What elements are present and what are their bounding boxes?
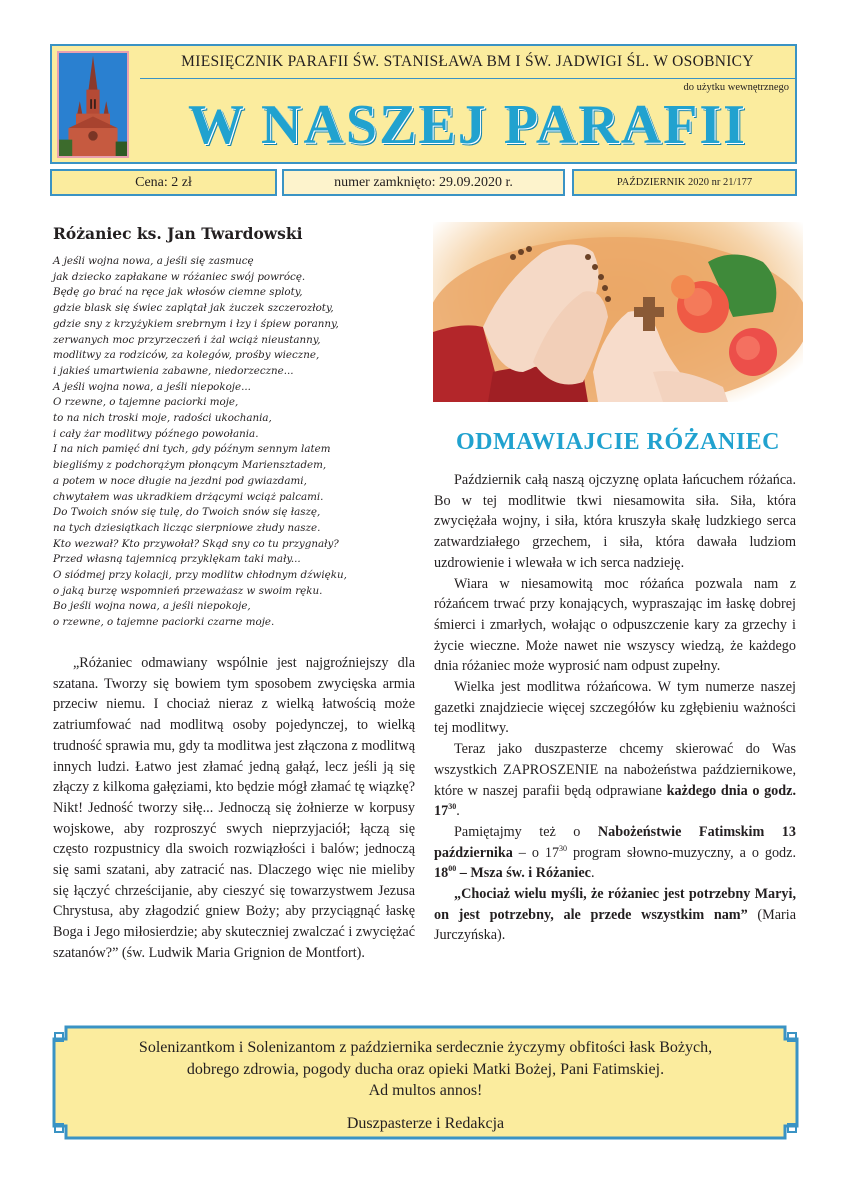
church-photo bbox=[57, 51, 129, 158]
poem-line: gdzie sny z krzyżykiem srebrnym i łzy i śpiew poranny, bbox=[53, 317, 339, 330]
p5-end: . bbox=[590, 865, 595, 882]
p4-text: Teraz jako duszpasterze chcemy skierować do Was wszystkich ZAPROSZENIE na nabożeństwa październikowe, które w naszej parafii będą odprawiane bbox=[434, 741, 796, 799]
article-paragraph-1: Październik całą naszą ojczyznę oplata łańcuchem różańca. Bo w tej modlitwie tkwi niesamowita siła. Siła, która zwyciężała wojny, i siła, która kruszyła skałę ludzkiego serca zatwardziałego grzechem, i siła, która dawała ludziom uzdrowienie i wlewała w ich serca nadzieję. bbox=[434, 472, 796, 571]
greeting-signature: Duszpasterze i Redakcja bbox=[346, 1115, 505, 1132]
article-paragraph-6 bbox=[434, 884, 796, 946]
poem-line: Będę go brać na ręce jak włosów ciemne sploty, bbox=[53, 286, 303, 299]
article-title: ODMAWIAJCIE RÓŻANIEC bbox=[455, 429, 781, 455]
poem-line: A jeśli wojna nowa, a jeśli niepokoje... bbox=[53, 380, 251, 393]
article-paragraph-4 bbox=[434, 739, 796, 822]
issue-label: PAŹDZIERNIK 2020 nr 21/177 bbox=[616, 177, 753, 188]
greeting-line-3: Ad multos annos! bbox=[368, 1082, 483, 1099]
poem-line: to na nich troski moje, radości ukochania, bbox=[53, 412, 272, 425]
poem-line: O rzewne, o tajemne paciorki moje, bbox=[53, 396, 239, 409]
poem-line: O siódmej przy kolacji, przy modlitw chłodnym dźwięku, bbox=[53, 569, 347, 582]
poem-line: biegliśmy z podchorążym płonącym Mariensztadem, bbox=[53, 459, 327, 472]
article-paragraph-5 bbox=[434, 822, 796, 884]
price-label: Cena: 2 zł bbox=[135, 174, 192, 190]
poem-line: modlitwy za rodziców, za kolegów, prośby wieczne, bbox=[53, 349, 320, 362]
greeting-message bbox=[52, 1037, 799, 1102]
p5-bold-mass: – Msza św. i Różaniec bbox=[456, 865, 591, 882]
poem-title: Różaniec ks. Jan Twardowski bbox=[53, 224, 303, 243]
p5-sup2: 00 bbox=[448, 864, 457, 874]
poem-line: o rzewne, o tajemne paciorki czarne moje. bbox=[53, 616, 275, 629]
p5-mid2: program słowno-muzyczny, a o godz. bbox=[567, 844, 796, 861]
poem-line: jak dziecko zapłakane w różaniec swój powrócę. bbox=[53, 270, 306, 283]
p5-bold-event: Nabożeństwie Fatimskim 13 października bbox=[434, 823, 796, 861]
poem-line: Przed własną tajemnicą przyklękam taki mały... bbox=[53, 553, 301, 566]
montfort-quote bbox=[53, 653, 415, 964]
article-paragraph-2: Wiara w niesamowitą moc różańca pozwala nam z różańcem trwać przy konających, wypraszając im łaskę dobrej śmierci i zmarłych, wołając o odpuszczenie kary za grzechy i życie wieczne. Może nawet nie wszyscy wiedzą, że każdego dnia różaniec może wyprosić nam odpust zupełny. bbox=[434, 575, 796, 675]
poem-line: o jaką burzę wspomnień przeważasz w swoim ręku. bbox=[53, 584, 323, 597]
closing-date-box bbox=[282, 169, 565, 196]
quote-paragraph: „Różaniec odmawiany wspólnie jest najgroźniejszy dla szatana. Tworzy się bowiem tym sposobem zwycięska armia przeciw niemu. I chociaż nieraz z wielką łatwością może zatriumfować nad modlitwą osoby pojedynczej, to wielką trudność sprawia mu, gdy ta modlitwa jest złączona z modlitwą innych ludzi. Łatwo jest złamać jedną gałąź, lecz jeśli ją się złączy z kilkoma gałęziami, kto będzie mógł złamać tę wiązkę? Nikt! Jedność tworzy siłę... Jednoczą się żołnierze w korpusy wojskowe, aby rozproszyć swych nieprzyjaciół; łączą się często rozpustnicy dla swoich rozwiązłości i balów; jednoczą się sami szatani, aby zatracić nas. Dlaczego więc nie mieliby się łączyć chrześcijanie, aby cieszyć się towarzystwem Jezusa Chrystusa, aby złagodzić gniew Boży; aby przyciągnąć łaskę Boga i Jego miłosierdzie; aby skuteczniej zwalczać i zwyciężać szatanów?” (św. Ludwik Maria Grignion de Montfort). bbox=[53, 655, 415, 961]
poem-line: na tych dziesiątkach licząc sierpniowe złudy nasze. bbox=[53, 521, 321, 534]
internal-use-note: do użytku wewnętrznego bbox=[683, 82, 789, 93]
p4-end: . bbox=[456, 803, 460, 820]
p6-bold-quote: „Chociaż wielu myśli, że różaniec jest potrzebny Maryi, on jest potrzebny, ale przede wszystkim nam” bbox=[434, 886, 796, 923]
p5-bold-hour: 18 bbox=[434, 865, 449, 882]
newsletter-title: W NASZEJ PARAFII bbox=[188, 94, 747, 156]
poem-line: i jakieś umartwienia zabawne, niedorzeczne... bbox=[53, 364, 294, 377]
poem-line: I na nich pamięć dni tych, gdy późnym sennym latem bbox=[53, 443, 331, 456]
poem-line: chwytałem was ukradkiem drżącymi wciąż palcami. bbox=[53, 490, 324, 503]
poem-line: i cały żar modlitwy późnego powołania. bbox=[53, 427, 259, 440]
p6-attribution: (Maria Jurczyńska). bbox=[434, 906, 796, 944]
article-body bbox=[434, 470, 796, 946]
price-box bbox=[50, 169, 277, 196]
poem-line: zerwanych moc przyrzeczeń i żal wciąż nieustanny, bbox=[53, 333, 321, 346]
poem-line: a potem w noce długie na jezdni pod gwiazdami, bbox=[53, 474, 307, 487]
rosary-photo bbox=[433, 222, 803, 402]
greeting-line-1: Solenizantkom i Solenizantom z października serdecznie życzymy obfitości łask Bożych, bbox=[138, 1039, 713, 1056]
poem-text bbox=[53, 254, 423, 631]
p5-sup1: 30 bbox=[559, 843, 568, 853]
poem-line: Do Twoich snów się tulę, do Twoich snów się łaszę, bbox=[53, 506, 321, 519]
poem-line: A jeśli wojna nowa, a jeśli się zasmucę bbox=[53, 255, 254, 267]
p5-mid: – o 17 bbox=[512, 844, 560, 861]
poem-line: Bo jeśli wojna nowa, a jeśli niepokoje, bbox=[53, 600, 251, 613]
article-paragraph-3: Wielka jest modlitwa różańcowa. W tym numerze naszej gazetki znajdziecie więcej szczegółów ku zgłębieniu ważności tej modlitwy. bbox=[434, 679, 796, 737]
greeting-line-2: dobrego zdrowia, pogody ducha oraz opieki Matki Bożej, Pani Fatimskiej. bbox=[186, 1060, 665, 1078]
masthead bbox=[50, 44, 797, 164]
greeting-box bbox=[52, 1025, 799, 1140]
p5-text: Pamiętajmy też o bbox=[454, 823, 598, 840]
closing-date-label: numer zamknięto: 29.09.2020 r. bbox=[334, 174, 513, 190]
poem-line: gdzie blask się świec zaplątał jak żuczek szczerozłoty, bbox=[53, 302, 334, 315]
p4-sup: 30 bbox=[448, 802, 457, 812]
masthead-subtitle: MIESIĘCZNIK PARAFII ŚW. STANISŁAWA BM I ŚW. JADWIGI ŚL. W OSOBNICY bbox=[140, 46, 795, 79]
poem-line: Kto wezwał? Kto przywołał? Skąd sny co tu przygnały? bbox=[53, 537, 339, 550]
p4-bold-time: każdego dnia o godz. 17 bbox=[434, 782, 796, 820]
issue-box bbox=[572, 169, 797, 196]
